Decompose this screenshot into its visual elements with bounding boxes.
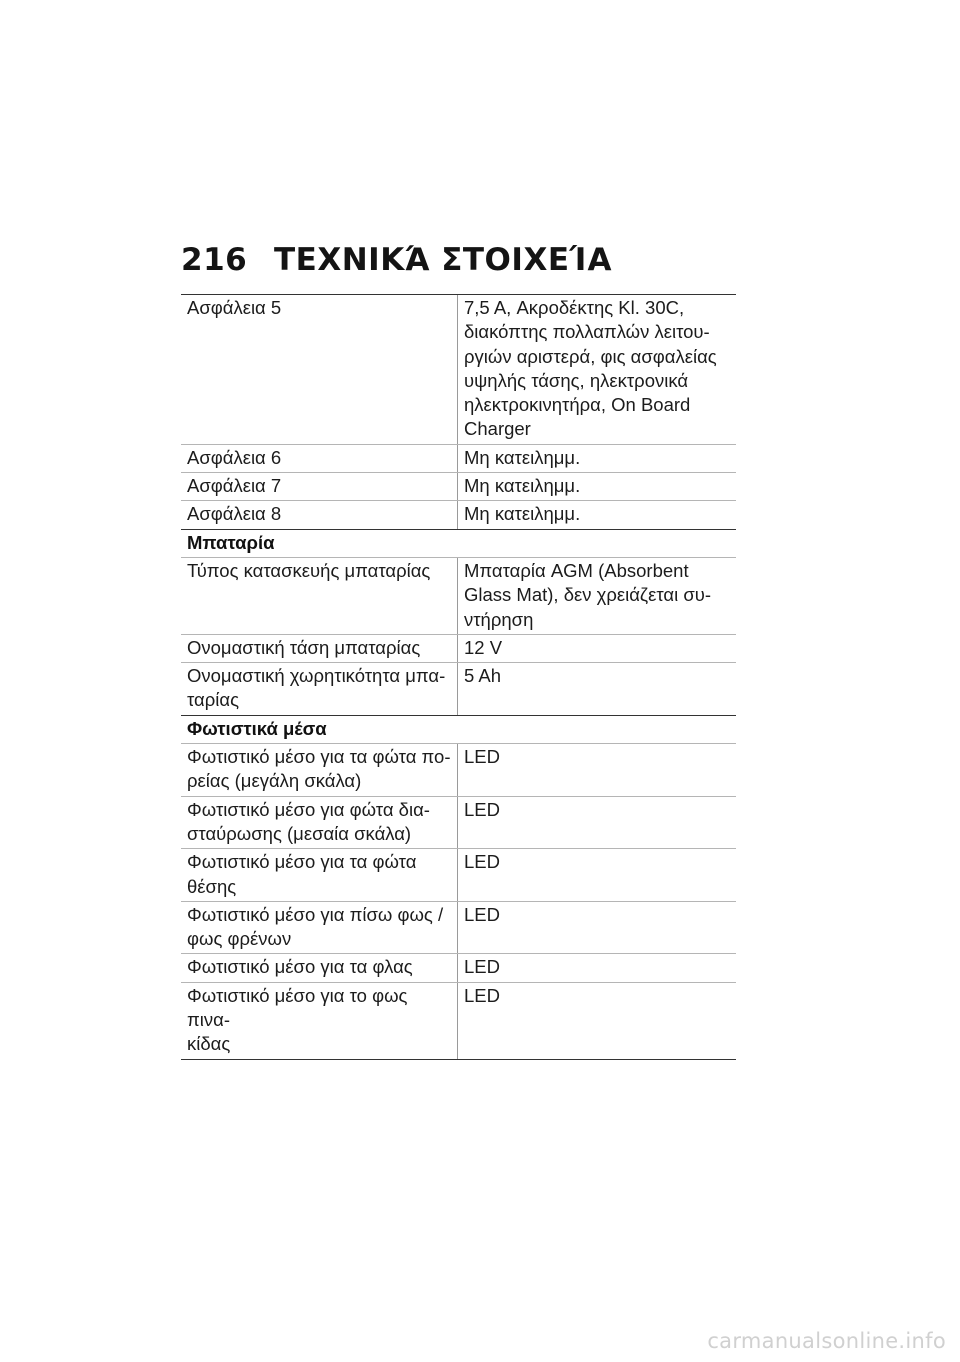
table-row <box>181 902 736 955</box>
row-label: Ασφάλεια 5 <box>181 295 458 444</box>
table-row <box>181 797 736 850</box>
row-label: Φωτιστικό μέσο για τα φλας <box>181 954 458 981</box>
watermark: carmanualsonline.info <box>707 1329 946 1353</box>
table-row <box>181 295 736 445</box>
row-label: Φωτιστικό μέσο για τα φώτα πο- ρείας (μεγάλη σκάλα) <box>181 744 458 796</box>
page-number: 216 <box>181 242 248 278</box>
table-row <box>181 744 736 797</box>
section-title-battery: Μπαταρία <box>187 531 275 553</box>
page-title: ΤΕΧΝΙΚΆ ΣΤΟΙΧΕΊΑ <box>274 242 612 278</box>
row-value: LED <box>464 851 500 873</box>
row-label: Ασφάλεια 6 <box>181 445 458 472</box>
row-label: Φωτιστικό μέσο για πίσω φως / φως φρένων <box>181 902 458 954</box>
row-value: 5 Ah <box>464 665 502 687</box>
table-row <box>181 473 736 501</box>
row-label: Φωτιστικό μέσο για το φως πινα- κίδας <box>181 983 458 1059</box>
row-value: Μη κατειλημμ. <box>464 446 581 468</box>
row-label: Ασφάλεια 8 <box>181 501 458 528</box>
row-value: LED <box>464 903 500 925</box>
row-label: Φωτιστικό μέσο για φώτα δια- σταύρωσης (μεσαία σκάλα) <box>181 797 458 849</box>
row-label: Ασφάλεια 7 <box>181 473 458 500</box>
row-value: Μη κατειλημμ. <box>464 475 581 497</box>
table-row <box>181 663 736 716</box>
row-value: LED <box>464 956 500 978</box>
table-row <box>181 558 736 635</box>
page-header <box>181 240 612 280</box>
row-value: LED <box>464 984 500 1006</box>
row-label: Τύπος κατασκευής μπαταρίας <box>181 558 458 634</box>
row-value: 12 V <box>464 636 503 658</box>
table-row <box>181 954 736 982</box>
spec-table <box>181 294 736 1060</box>
section-heading-row <box>181 530 736 558</box>
row-label: Ονομαστική χωρητικότητα μπα- ταρίας <box>181 663 458 715</box>
table-row <box>181 849 736 902</box>
row-value: Μη κατειλημμ. <box>464 503 581 525</box>
section-title-lighting: Φωτιστικά μέσα <box>187 717 327 739</box>
row-value: LED <box>464 798 500 820</box>
row-value: Μπαταρία AGM (Absorbent Glass Mat), δεν χρειάζεται συ- ντήρηση <box>464 559 712 630</box>
section-heading-row <box>181 716 736 744</box>
table-row <box>181 983 736 1060</box>
row-value: 7,5 A, Ακροδέκτης Kl. 30C, διακόπτης πολλαπλών λειτου- ργιών αριστερά, φις ασφαλείας υψηλής τάσης, ηλεκτρονικά ηλεκτροκινητήρα, On Board Charger <box>464 297 717 440</box>
row-label: Ονομαστική τάση μπαταρίας <box>181 635 458 662</box>
row-value: LED <box>464 746 500 768</box>
table-row <box>181 445 736 473</box>
table-row <box>181 501 736 529</box>
table-row <box>181 635 736 663</box>
row-label: Φωτιστικό μέσο για τα φώτα θέσης <box>181 849 458 901</box>
